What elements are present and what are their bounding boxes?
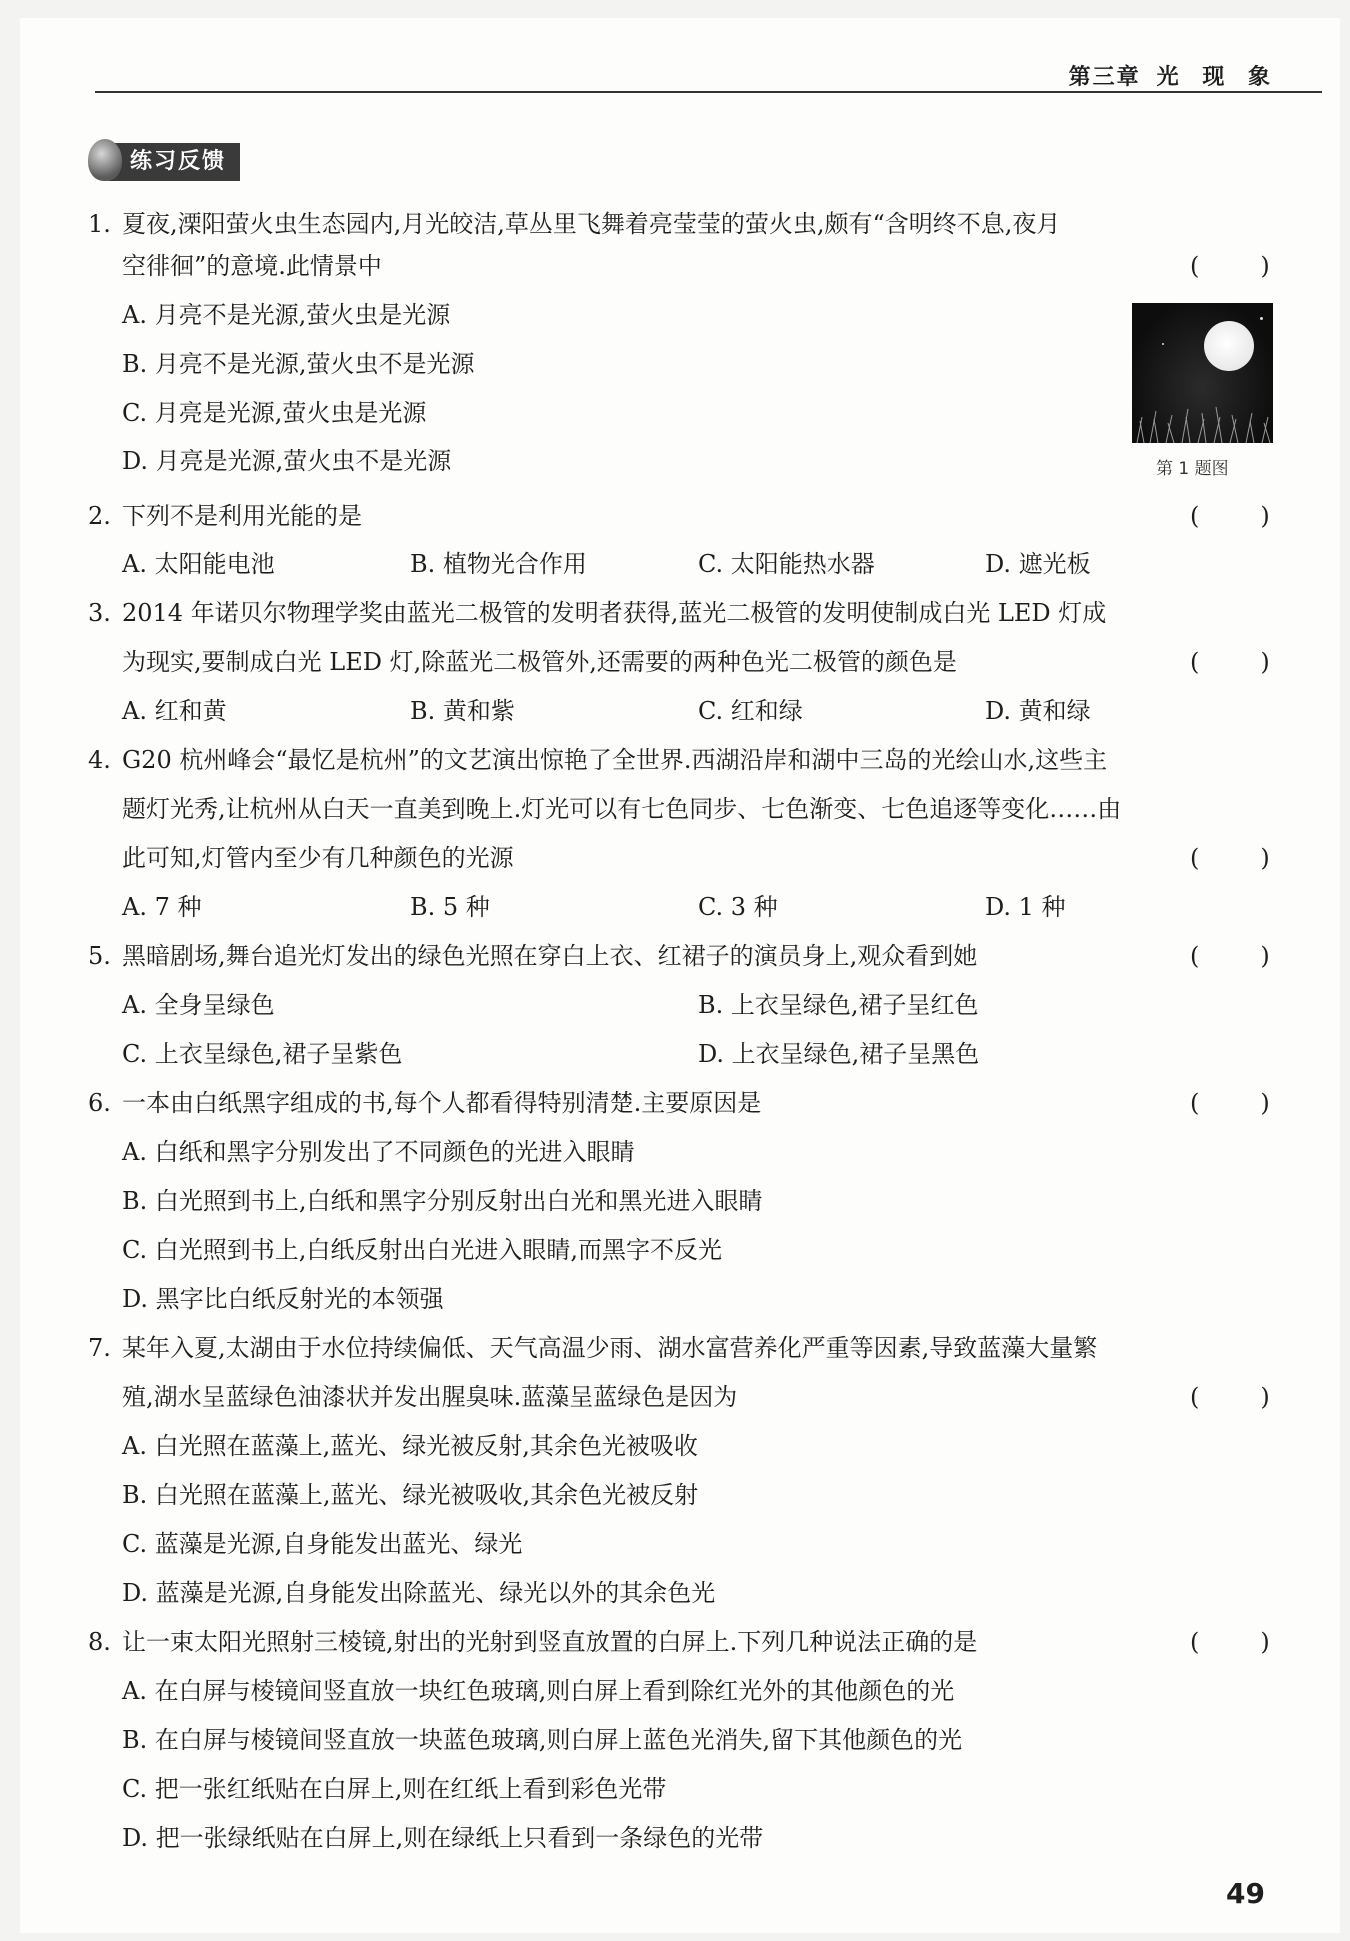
option: B. 月亮不是光源,萤火虫不是光源: [122, 350, 475, 378]
option: A. 月亮不是光源,萤火虫是光源: [122, 301, 451, 329]
option: B. 白光照在蓝藻上,蓝光、绿光被吸收,其余色光被反射: [122, 1481, 699, 1509]
answer-blank[interactable]: ( ): [1190, 1628, 1270, 1656]
question-4: 4. G20 杭州峰会“最忆是杭州”的文艺演出惊艳了全世界.西湖沿岸和湖中三岛的光绘山水,这些主: [88, 746, 1108, 774]
question-7: 7. 某年入夏,太湖由于水位持续偏低、天气高温少雨、湖水富营养化严重等因素,导致蓝藻大量繁: [88, 1334, 1098, 1362]
question-text: 一本由白纸黑字组成的书,每个人都看得特别清楚.主要原因是: [122, 1089, 762, 1117]
question-1: 1. 夏夜,溧阳萤火虫生态园内,月光皎洁,草丛里飞舞着亮莹莹的萤火虫,颇有“含明终不息,夜月: [88, 210, 1061, 238]
section-badge: [88, 143, 240, 181]
option: A. 白光照在蓝藻上,蓝光、绿光被反射,其余色光被吸收: [122, 1432, 698, 1460]
section-label: 练习反馈: [108, 143, 240, 181]
star-icon: [1162, 343, 1164, 345]
question-2: 2. 下列不是利用光能的是: [88, 502, 362, 530]
option: D. 把一张绿纸贴在白屏上,则在绿纸上只看到一条绿色的光带: [122, 1824, 764, 1852]
answer-blank[interactable]: ( ): [1190, 942, 1270, 970]
chapter-number: 第三章: [1068, 65, 1141, 90]
option: D. 月亮是光源,萤火虫不是光源: [122, 447, 452, 475]
option: D. 蓝藻是光源,自身能发出除蓝光、绿光以外的其余色光: [122, 1579, 716, 1607]
page-header: [0, 0, 1350, 100]
question-text: G20 杭州峰会“最忆是杭州”的文艺演出惊艳了全世界.西湖沿岸和湖中三岛的光绘山水,这些主: [122, 746, 1108, 774]
option: A. 全身呈绿色: [122, 991, 275, 1019]
question-text: 让一束太阳光照射三棱镜,射出的光射到竖直放置的白屏上.下列几种说法正确的是: [122, 1628, 978, 1656]
option: C. 3 种: [698, 893, 778, 921]
option: B. 在白屏与棱镜间竖直放一块蓝色玻璃,则白屏上蓝色光消失,留下其他颜色的光: [122, 1726, 963, 1754]
grass-illustration: [1132, 397, 1273, 443]
answer-blank[interactable]: ( ): [1190, 1089, 1270, 1117]
option: C. 太阳能热水器: [698, 550, 875, 578]
answer-blank[interactable]: ( ): [1190, 648, 1270, 676]
question-text: 2014 年诺贝尔物理学奖由蓝光二极管的发明者获得,蓝光二极管的发明使制成白光 LED 灯成: [122, 599, 1107, 627]
page-number: 49: [1226, 1877, 1265, 1910]
option: B. 黄和紫: [410, 697, 515, 725]
answer-blank[interactable]: ( ): [1190, 1383, 1270, 1411]
question-5: 5. 黑暗剧场,舞台追光灯发出的绿色光照在穿白上衣、红裙子的演员身上,观众看到她: [88, 942, 978, 970]
option: C. 上衣呈绿色,裙子呈紫色: [122, 1040, 403, 1068]
moon-icon: [1204, 321, 1254, 371]
star-icon: [1260, 317, 1263, 320]
option: D. 上衣呈绿色,裙子呈黑色: [698, 1040, 980, 1068]
chapter-title: 光 现 象: [1156, 65, 1278, 90]
question-text: 某年入夏,太湖由于水位持续偏低、天气高温少雨、湖水富营养化严重等因素,导致蓝藻大量繁: [122, 1334, 1098, 1362]
option: D. 黄和绿: [985, 697, 1091, 725]
figure-caption: 第 1 题图: [1156, 459, 1229, 479]
option: B. 白光照到书上,白纸和黑字分别反射出白光和黑光进入眼睛: [122, 1187, 763, 1215]
lightbulb-icon: [88, 139, 122, 181]
question-text: 题灯光秀,让杭州从白天一直美到晚上.灯光可以有七色同步、七色渐变、七色追逐等变化……由: [122, 795, 1122, 823]
chapter-heading: [1069, 60, 1278, 91]
option: D. 黑字比白纸反射光的本领强: [122, 1285, 444, 1313]
option: D. 1 种: [985, 893, 1066, 921]
option: B. 植物光合作用: [410, 550, 587, 578]
question-text: 殖,湖水呈蓝绿色油漆状并发出腥臭味.蓝藻呈蓝绿色是因为: [122, 1383, 738, 1411]
option: B. 5 种: [410, 893, 490, 921]
option: C. 蓝藻是光源,自身能发出蓝光、绿光: [122, 1530, 523, 1558]
option: A. 红和黄: [122, 697, 227, 725]
question-6: 6. 一本由白纸黑字组成的书,每个人都看得特别清楚.主要原因是: [88, 1089, 762, 1117]
option: B. 上衣呈绿色,裙子呈红色: [698, 991, 979, 1019]
option: A. 太阳能电池: [122, 550, 275, 578]
night-moon-figure: [1132, 303, 1273, 443]
question-text: 夏夜,溧阳萤火虫生态园内,月光皎洁,草丛里飞舞着亮莹莹的萤火虫,颇有“含明终不息,夜月: [122, 210, 1061, 238]
option: C. 白光照到书上,白纸反射出白光进入眼睛,而黑字不反光: [122, 1236, 723, 1264]
option: C. 月亮是光源,萤火虫是光源: [122, 399, 427, 427]
question-text: 为现实,要制成白光 LED 灯,除蓝光二极管外,还需要的两种色光二极管的颜色是: [122, 648, 957, 676]
header-rule: [95, 91, 1322, 93]
question-8: 8. 让一束太阳光照射三棱镜,射出的光射到竖直放置的白屏上.下列几种说法正确的是: [88, 1628, 978, 1656]
answer-blank[interactable]: ( ): [1190, 844, 1270, 872]
option: A. 白纸和黑字分别发出了不同颜色的光进入眼睛: [122, 1138, 635, 1166]
question-text: 黑暗剧场,舞台追光灯发出的绿色光照在穿白上衣、红裙子的演员身上,观众看到她: [122, 942, 978, 970]
question-text: 空徘徊”的意境.此情景中: [122, 252, 382, 280]
option: A. 在白屏与棱镜间竖直放一块红色玻璃,则白屏上看到除红光外的其他颜色的光: [122, 1677, 955, 1705]
option: A. 7 种: [122, 893, 202, 921]
option: C. 红和绿: [698, 697, 803, 725]
option: D. 遮光板: [985, 550, 1091, 578]
answer-blank[interactable]: ( ): [1190, 502, 1270, 530]
question-text: 下列不是利用光能的是: [122, 502, 362, 530]
question-3: 3. 2014 年诺贝尔物理学奖由蓝光二极管的发明者获得,蓝光二极管的发明使制成白光 LED 灯成: [88, 599, 1107, 627]
option: C. 把一张红纸贴在白屏上,则在红纸上看到彩色光带: [122, 1775, 667, 1803]
question-text: 此可知,灯管内至少有几种颜色的光源: [122, 844, 514, 872]
answer-blank[interactable]: ( ): [1190, 252, 1270, 280]
